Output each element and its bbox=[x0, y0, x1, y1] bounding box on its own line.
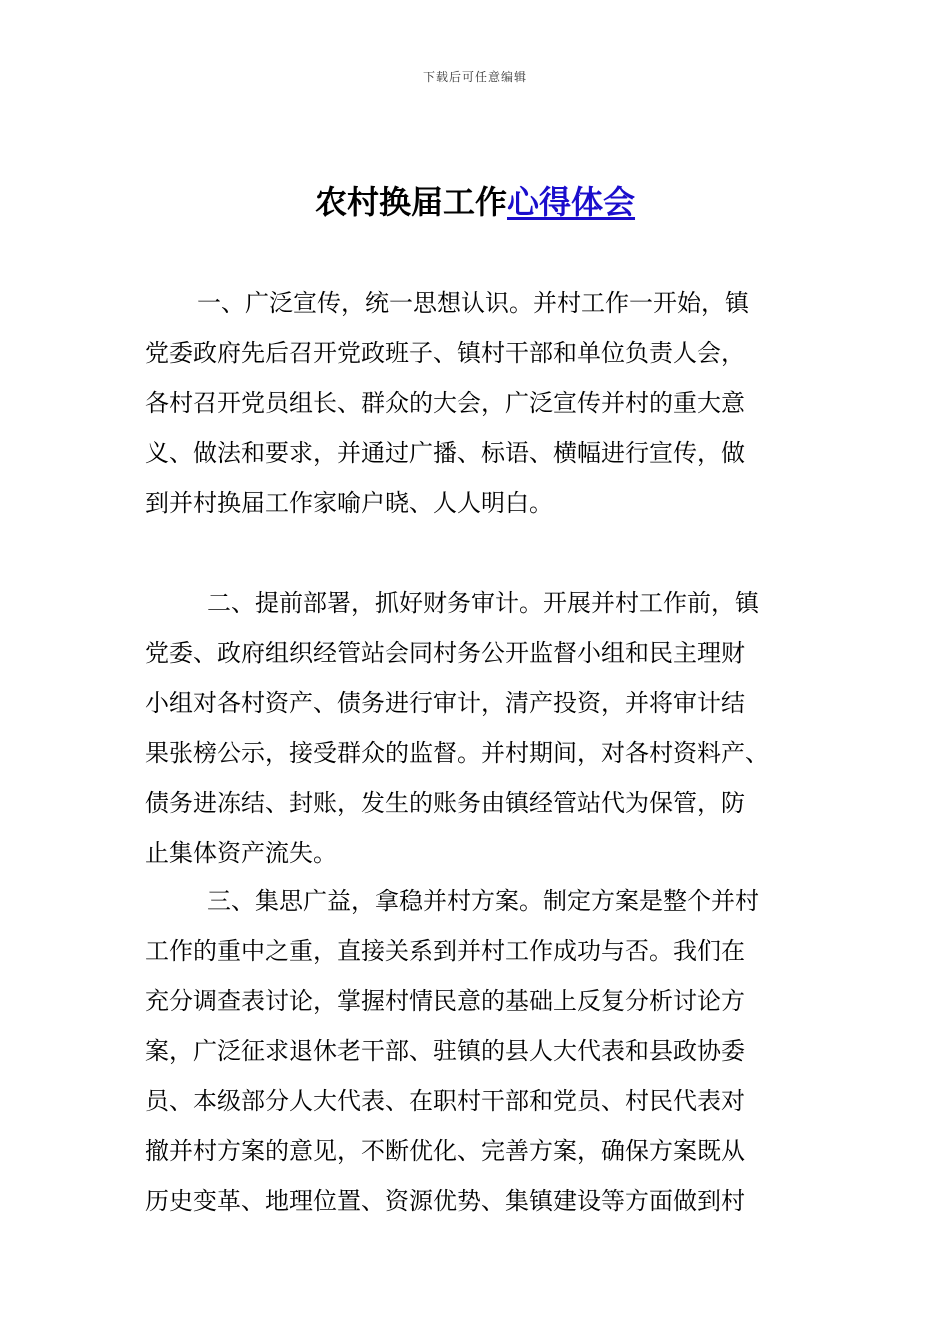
document-title bbox=[0, 180, 950, 224]
paragraph-line: 充分调查表讨论，掌握村情民意的基础上反复分析讨论方 bbox=[145, 987, 745, 1015]
paragraph-line: 历史变革、地理位置、资源优势、集镇建设等方面做到村 bbox=[145, 1187, 745, 1215]
paragraph-1 bbox=[145, 278, 805, 528]
paragraph-line: 一、广泛宣传，统一思想认识。并村工作一开始，镇 bbox=[197, 289, 749, 317]
paragraph-line: 党委、政府组织经管站会同村务公开监督小组和民主理财 bbox=[145, 639, 745, 667]
paragraph-line: 义、做法和要求，并通过广播、标语、横幅进行宣传，做 bbox=[145, 439, 745, 467]
paragraph-line: 员、本级部分人大代表、在职村干部和党员、村民代表对 bbox=[145, 1087, 745, 1115]
paragraph-line: 小组对各村资产、债务进行审计，清产投资，并将审计结 bbox=[145, 689, 745, 717]
paragraph-line: 工作的重中之重，直接关系到并村工作成功与否。我们在 bbox=[145, 937, 745, 965]
paragraph-line: 果张榜公示，接受群众的监督。并村期间，对各村资料产、 bbox=[145, 739, 769, 767]
title-plain-text: 农村换届工作 bbox=[314, 183, 507, 221]
header-note: 下载后可任意编辑 bbox=[422, 70, 527, 84]
paragraph-line: 债务进冻结、封账，发生的账务由镇经管站代为保管，防 bbox=[145, 789, 745, 817]
paragraph-line: 各村召开党员组长、群众的大会，广泛宣传并村的重大意 bbox=[145, 389, 745, 417]
paragraph-line: 撤并村方案的意见，不断优化、完善方案，确保方案既从 bbox=[145, 1137, 745, 1165]
paragraph-line: 二、提前部署，抓好财务审计。开展并村工作前，镇 bbox=[207, 589, 759, 617]
title-link[interactable]: 心得体会 bbox=[507, 183, 636, 221]
paragraph-2 bbox=[145, 578, 805, 878]
paragraph-3 bbox=[145, 876, 805, 1226]
paragraph-line: 止集体资产流失。 bbox=[145, 839, 337, 867]
paragraph-line: 党委政府先后召开党政班子、镇村干部和单位负责人会， bbox=[145, 339, 745, 367]
paragraph-line: 案，广泛征求退休老干部、驻镇的县人大代表和县政协委 bbox=[145, 1037, 745, 1065]
paragraph-line: 到并村换届工作家喻户晓、人人明白。 bbox=[145, 489, 553, 517]
paragraph-line: 三、集思广益，拿稳并村方案。制定方案是整个并村 bbox=[207, 887, 759, 915]
